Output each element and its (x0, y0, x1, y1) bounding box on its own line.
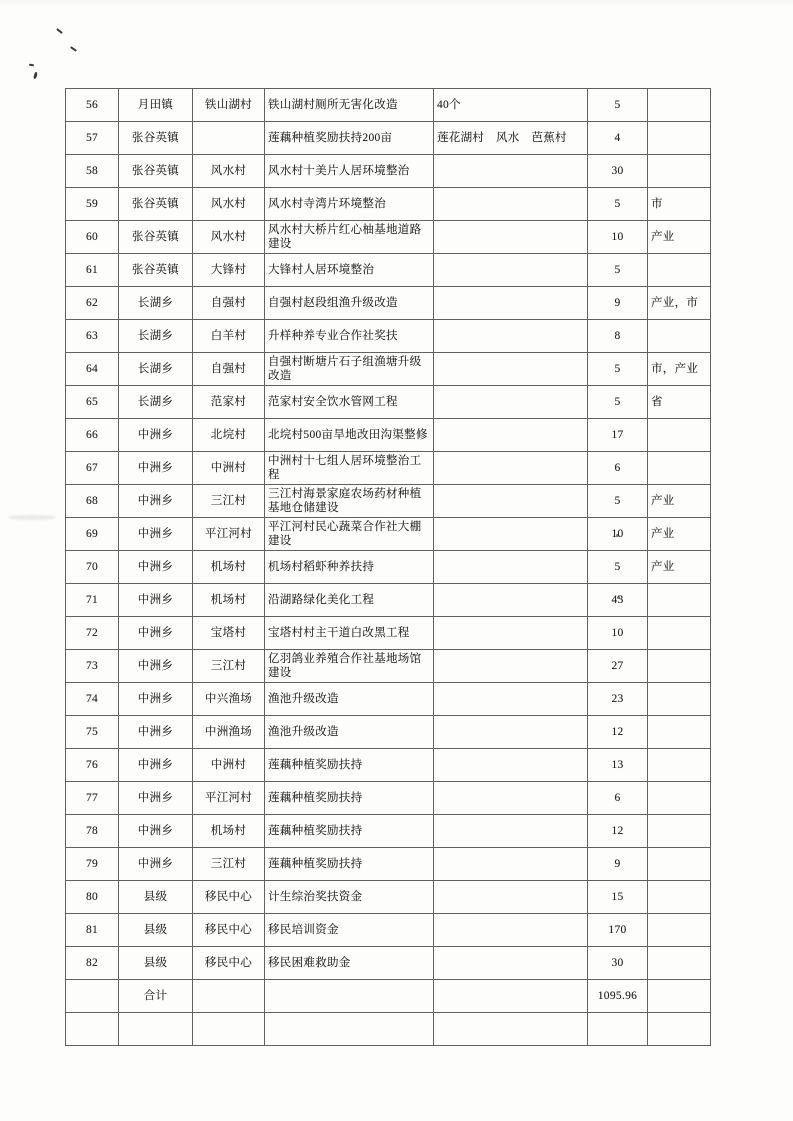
cell-project-name: 大锋村人居环境整治 (265, 254, 434, 287)
cell-town: 合计 (119, 980, 193, 1013)
cell-row-number: 82 (66, 947, 119, 980)
cell-village: 中兴渔场 (193, 683, 265, 716)
cell-row-number: 65 (66, 386, 119, 419)
cell-note (434, 518, 588, 551)
cell-amount: 1095.96 (588, 980, 648, 1013)
cell-row-number: 58 (66, 155, 119, 188)
cell-note (434, 188, 588, 221)
cell-amount: 10 (588, 221, 648, 254)
cell-village: 三江村 (193, 485, 265, 518)
cell-amount: 15 (588, 881, 648, 914)
table-row (66, 815, 711, 848)
cell-village: 自强村 (193, 353, 265, 386)
funding-projects-table (65, 88, 711, 1046)
cell-amount: 170 (588, 914, 648, 947)
cell-project-name: 中洲村十七组人居环境整治工程 (265, 452, 434, 485)
cell-row-number: 66 (66, 419, 119, 452)
cell-town: 中洲乡 (119, 815, 193, 848)
table-row (66, 518, 711, 551)
cell-category: 市，产业 (648, 353, 711, 386)
cell-village (193, 122, 265, 155)
cell-town: 张谷英镇 (119, 188, 193, 221)
cell-town: 长湖乡 (119, 386, 193, 419)
cell-category: 市 (648, 188, 711, 221)
cell-project-name: 宝塔村村主干道白改黑工程 (265, 617, 434, 650)
cell-village: 中洲村 (193, 452, 265, 485)
cell-category (648, 881, 711, 914)
cell-town: 中洲乡 (119, 551, 193, 584)
cell-village: 平江河村 (193, 518, 265, 551)
cell-row-number: 61 (66, 254, 119, 287)
cell-note (434, 485, 588, 518)
cell-amount: 5 (588, 188, 648, 221)
cell-amount: 6 (588, 452, 648, 485)
cell-category (648, 1013, 711, 1046)
cell-category (648, 89, 711, 122)
cell-note (434, 551, 588, 584)
cell-amount: 10 (588, 518, 648, 551)
cell-amount: 27 (588, 650, 648, 683)
cell-amount: 30 (588, 155, 648, 188)
cell-category (648, 947, 711, 980)
pen-mark (29, 64, 34, 67)
cell-project-name: 移民困难救助金 (265, 947, 434, 980)
cell-category (648, 749, 711, 782)
cell-project-name: 渔池升级改造 (265, 716, 434, 749)
table-row (66, 452, 711, 485)
cell-note (434, 584, 588, 617)
cell-village: 中洲渔场 (193, 716, 265, 749)
cell-note (434, 221, 588, 254)
cell-town: 中洲乡 (119, 419, 193, 452)
cell-project-name (265, 980, 434, 1013)
cell-project-name: 自强村断塘片石子组渔塘升级改造 (265, 353, 434, 386)
cell-village: 北垸村 (193, 419, 265, 452)
cell-town: 长湖乡 (119, 287, 193, 320)
cell-village: 三江村 (193, 650, 265, 683)
cell-town: 长湖乡 (119, 320, 193, 353)
table-row (66, 980, 711, 1013)
cell-note (434, 386, 588, 419)
cell-category (648, 584, 711, 617)
table-row (66, 716, 711, 749)
cell-note (434, 617, 588, 650)
cell-town: 张谷英镇 (119, 254, 193, 287)
cell-category (648, 716, 711, 749)
cell-category (648, 617, 711, 650)
cell-project-name: 计生综治奖扶资金 (265, 881, 434, 914)
cell-row-number: 75 (66, 716, 119, 749)
cell-project-name: 范家村安全饮水管网工程 (265, 386, 434, 419)
table-row (66, 353, 711, 386)
scan-smudge (8, 515, 56, 520)
table-row (66, 782, 711, 815)
cell-town: 县级 (119, 947, 193, 980)
table-row (66, 122, 711, 155)
cell-row-number: 80 (66, 881, 119, 914)
cell-note (434, 947, 588, 980)
cell-category (648, 320, 711, 353)
cell-town: 县级 (119, 881, 193, 914)
cell-amount: 30 (588, 947, 648, 980)
cell-note (434, 749, 588, 782)
cell-row-number: 70 (66, 551, 119, 584)
cell-note (434, 452, 588, 485)
cell-town: 中洲乡 (119, 716, 193, 749)
cell-row-number: 73 (66, 650, 119, 683)
cell-village: 中洲村 (193, 749, 265, 782)
cell-amount: 12 (588, 716, 648, 749)
cell-row-number: 81 (66, 914, 119, 947)
cell-project-name: 莲藕种植奖励扶持 (265, 749, 434, 782)
cell-row-number: 69 (66, 518, 119, 551)
cell-note (434, 254, 588, 287)
cell-amount: 43 (588, 584, 648, 617)
cell-category (648, 122, 711, 155)
cell-project-name: 莲藕种植奖励扶持 (265, 782, 434, 815)
cell-village (193, 1013, 265, 1046)
cell-town: 长湖乡 (119, 353, 193, 386)
cell-category (648, 914, 711, 947)
cell-row-number: 68 (66, 485, 119, 518)
cell-project-name: 莲藕种植奖励扶持200亩 (265, 122, 434, 155)
cell-town: 中洲乡 (119, 749, 193, 782)
cell-amount: 13 (588, 749, 648, 782)
cell-category: 产业 (648, 551, 711, 584)
cell-town: 张谷英镇 (119, 221, 193, 254)
cell-town: 中洲乡 (119, 584, 193, 617)
cell-note (434, 881, 588, 914)
cell-amount: 4 (588, 122, 648, 155)
cell-project-name: 北垸村500亩旱地改田沟渠整修 (265, 419, 434, 452)
cell-project-name: 平江河村民心蔬菜合作社大棚建设 (265, 518, 434, 551)
table-row (66, 650, 711, 683)
table-row (66, 287, 711, 320)
cell-amount: 5 (588, 254, 648, 287)
cell-row-number: 67 (66, 452, 119, 485)
cell-row-number: 60 (66, 221, 119, 254)
cell-town (119, 1013, 193, 1046)
cell-note (434, 320, 588, 353)
cell-village: 移民中心 (193, 947, 265, 980)
cell-project-name: 三江村海景家庭农场药材种植基地仓储建设 (265, 485, 434, 518)
cell-category (648, 155, 711, 188)
cell-row-number: 77 (66, 782, 119, 815)
cell-category (648, 815, 711, 848)
cell-village: 移民中心 (193, 881, 265, 914)
table-row (66, 1013, 711, 1046)
cell-note (434, 782, 588, 815)
cell-amount: 23 (588, 683, 648, 716)
table-row (66, 320, 711, 353)
cell-amount: 6 (588, 782, 648, 815)
table-row (66, 221, 711, 254)
table-row (66, 584, 711, 617)
cell-row-number: 59 (66, 188, 119, 221)
cell-village: 三江村 (193, 848, 265, 881)
cell-project-name: 机场村稻虾种养扶持 (265, 551, 434, 584)
cell-village: 机场村 (193, 815, 265, 848)
cell-row-number: 57 (66, 122, 119, 155)
cell-category: 产业 (648, 221, 711, 254)
table-row (66, 881, 711, 914)
table-row (66, 683, 711, 716)
cell-amount: 5 (588, 89, 648, 122)
cell-town: 张谷英镇 (119, 155, 193, 188)
cell-project-name: 莲藕种植奖励扶持 (265, 848, 434, 881)
cell-row-number: 72 (66, 617, 119, 650)
cell-town: 张谷英镇 (119, 122, 193, 155)
cell-village: 大锋村 (193, 254, 265, 287)
cell-note (434, 650, 588, 683)
cell-amount: 5 (588, 353, 648, 386)
cell-project-name: 渔池升级改造 (265, 683, 434, 716)
cell-village: 宝塔村 (193, 617, 265, 650)
cell-row-number: 76 (66, 749, 119, 782)
cell-amount: 12 (588, 815, 648, 848)
cell-note (434, 815, 588, 848)
cell-town: 中洲乡 (119, 617, 193, 650)
cell-note (434, 980, 588, 1013)
cell-amount: 9 (588, 287, 648, 320)
cell-amount: 5 (588, 485, 648, 518)
pen-mark (33, 72, 38, 80)
cell-category: 产业 (648, 518, 711, 551)
cell-note (434, 848, 588, 881)
cell-project-name: 移民培训资金 (265, 914, 434, 947)
cell-town: 中洲乡 (119, 650, 193, 683)
cell-category (648, 419, 711, 452)
pen-mark (70, 46, 77, 52)
cell-amount: 8 (588, 320, 648, 353)
cell-village: 风水村 (193, 188, 265, 221)
cell-note (434, 353, 588, 386)
cell-amount: 5 (588, 386, 648, 419)
cell-town: 中洲乡 (119, 848, 193, 881)
cell-town: 月田镇 (119, 89, 193, 122)
cell-town: 中洲乡 (119, 452, 193, 485)
table-row (66, 947, 711, 980)
table-row (66, 386, 711, 419)
cell-village: 风水村 (193, 221, 265, 254)
cell-village: 铁山湖村 (193, 89, 265, 122)
table-row (66, 485, 711, 518)
cell-project-name: 自强村赵段组渔升级改造 (265, 287, 434, 320)
cell-row-number: 62 (66, 287, 119, 320)
cell-category: 产业 (648, 485, 711, 518)
cell-village (193, 980, 265, 1013)
cell-category: 省 (648, 386, 711, 419)
cell-category (648, 848, 711, 881)
cell-project-name: 亿羽鸽业养殖合作社基地场馆建设 (265, 650, 434, 683)
cell-project-name (265, 1013, 434, 1046)
cell-note: 40个 (434, 89, 588, 122)
cell-row-number: 56 (66, 89, 119, 122)
cell-row-number: 79 (66, 848, 119, 881)
table-row (66, 914, 711, 947)
cell-note (434, 683, 588, 716)
cell-row-number (66, 980, 119, 1013)
cell-town: 中洲乡 (119, 782, 193, 815)
cell-row-number: 63 (66, 320, 119, 353)
cell-note (434, 419, 588, 452)
table-row (66, 419, 711, 452)
cell-category (648, 650, 711, 683)
table-row (66, 749, 711, 782)
cell-project-name: 风水村十美片人居环境整治 (265, 155, 434, 188)
cell-category: 产业，市 (648, 287, 711, 320)
table-row (66, 551, 711, 584)
cell-amount: 10 (588, 617, 648, 650)
cell-village: 机场村 (193, 551, 265, 584)
cell-note (434, 1013, 588, 1046)
cell-project-name: 莲藕种植奖励扶持 (265, 815, 434, 848)
cell-town: 中洲乡 (119, 683, 193, 716)
cell-category (648, 452, 711, 485)
cell-row-number (66, 1013, 119, 1046)
cell-amount: 5 (588, 551, 648, 584)
cell-town: 中洲乡 (119, 485, 193, 518)
table-row (66, 254, 711, 287)
table-row (66, 89, 711, 122)
cell-row-number: 78 (66, 815, 119, 848)
cell-category (648, 980, 711, 1013)
cell-note (434, 914, 588, 947)
cell-project-name: 风水村大桥片红心柚基地道路建设 (265, 221, 434, 254)
cell-village: 移民中心 (193, 914, 265, 947)
cell-project-name: 升样种养专业合作社奖扶 (265, 320, 434, 353)
cell-amount: 9 (588, 848, 648, 881)
cell-village: 自强村 (193, 287, 265, 320)
cell-category (648, 782, 711, 815)
cell-category (648, 683, 711, 716)
cell-note (434, 287, 588, 320)
cell-village: 风水村 (193, 155, 265, 188)
cell-row-number: 71 (66, 584, 119, 617)
cell-project-name: 铁山湖村厕所无害化改造 (265, 89, 434, 122)
cell-row-number: 64 (66, 353, 119, 386)
cell-note (434, 155, 588, 188)
pen-mark (56, 28, 63, 34)
cell-town: 中洲乡 (119, 518, 193, 551)
cell-village: 平江河村 (193, 782, 265, 815)
cell-town: 县级 (119, 914, 193, 947)
table-row (66, 188, 711, 221)
cell-village: 范家村 (193, 386, 265, 419)
cell-project-name: 沿湖路绿化美化工程 (265, 584, 434, 617)
cell-amount (588, 1013, 648, 1046)
cell-note: 莲花湖村 风水 芭蕉村 (434, 122, 588, 155)
table-row (66, 155, 711, 188)
cell-village: 白羊村 (193, 320, 265, 353)
table-row (66, 617, 711, 650)
cell-project-name: 风水村寺湾片环境整治 (265, 188, 434, 221)
cell-amount: 17 (588, 419, 648, 452)
cell-row-number: 74 (66, 683, 119, 716)
table-row (66, 848, 711, 881)
cell-note (434, 716, 588, 749)
cell-category (648, 254, 711, 287)
cell-village: 机场村 (193, 584, 265, 617)
